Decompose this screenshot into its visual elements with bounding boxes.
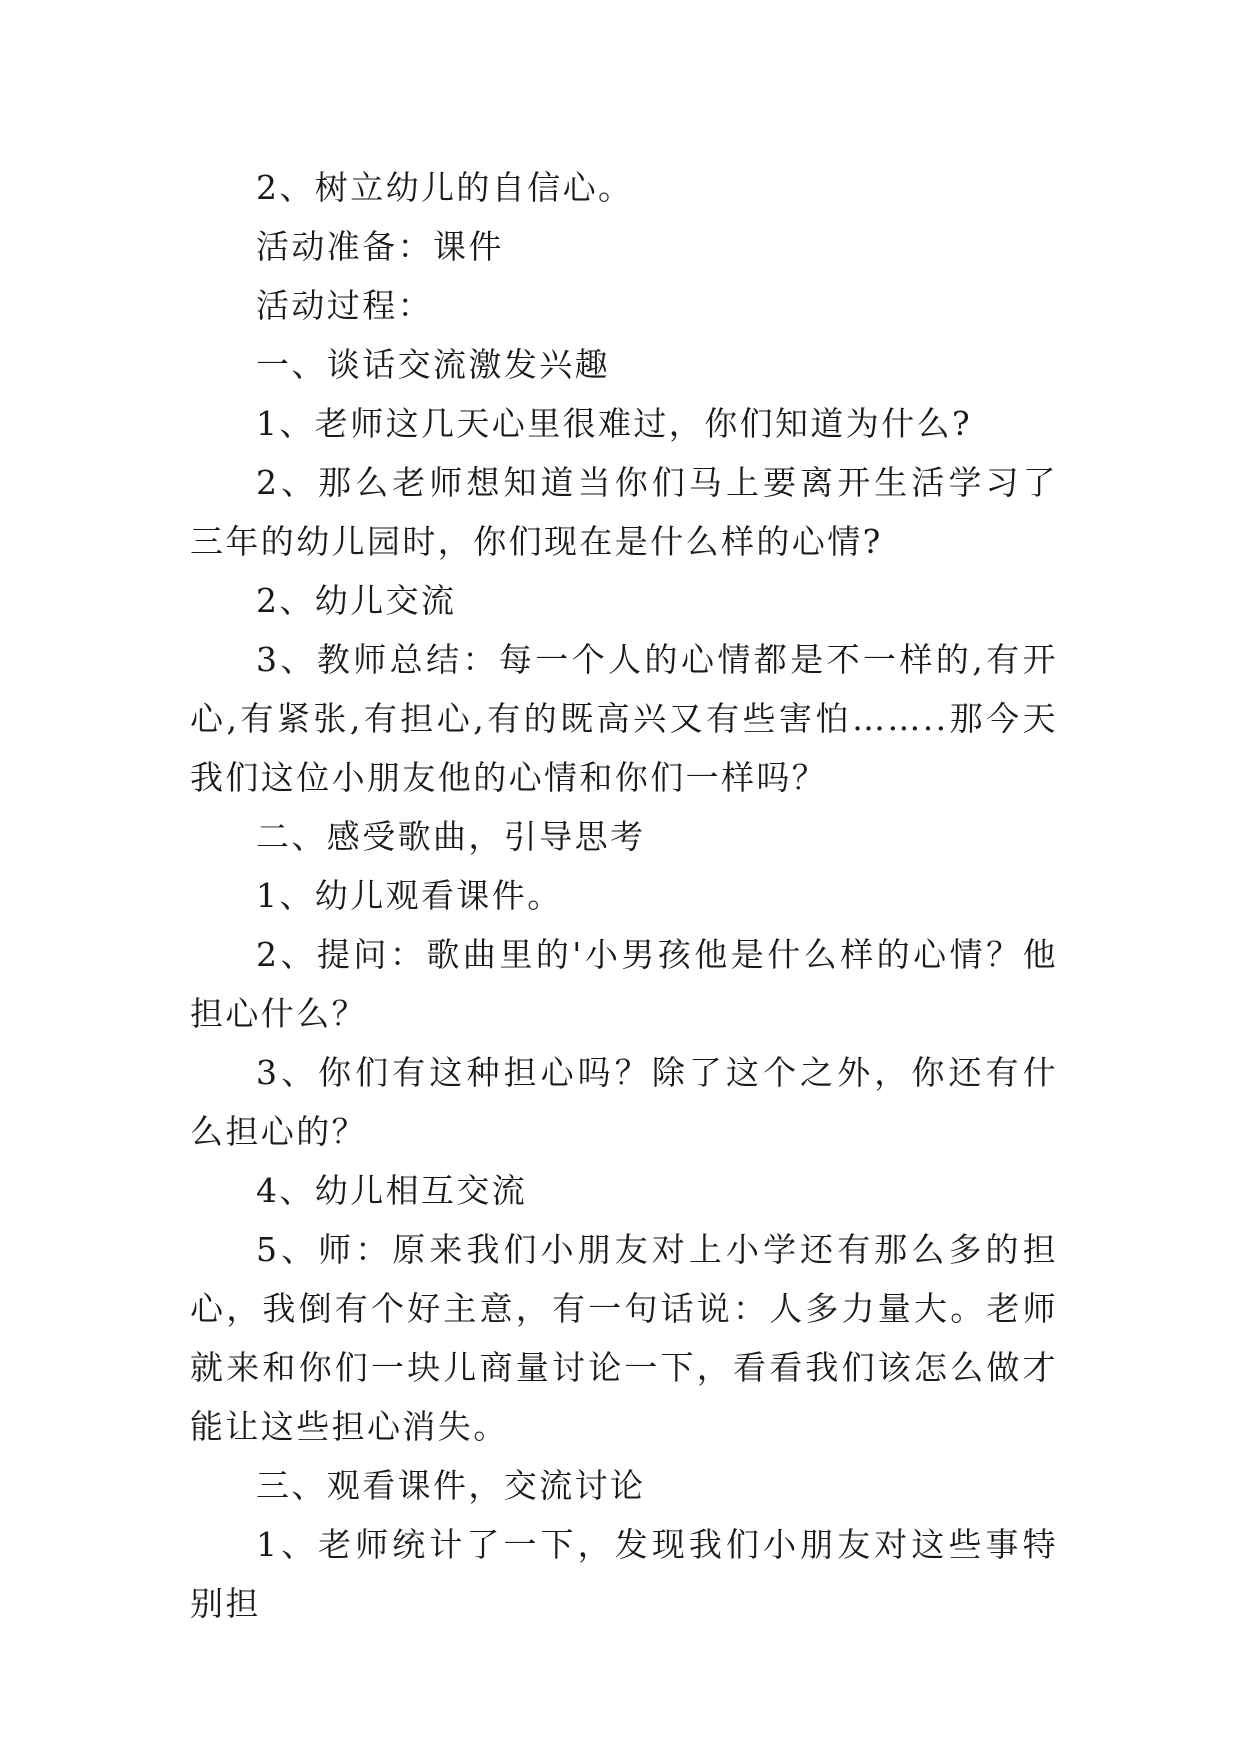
paragraph: 2、幼儿交流 bbox=[256, 581, 457, 620]
paragraph: 1、幼儿观看课件。 bbox=[256, 876, 563, 915]
document-body bbox=[190, 158, 1058, 1633]
paragraph: 1、老师统计了一下，发现我们小朋友对这些事特别担 bbox=[190, 1525, 1058, 1623]
paragraph: 活动准备：课件 bbox=[256, 227, 504, 266]
section-heading: 一、谈话交流激发兴趣 bbox=[256, 345, 610, 384]
paragraph: 5、师：原来我们小朋友对上小学还有那么多的担心，我倒有个好主意，有一句话说：人多力量大。老师就来和你们一块儿商量讨论一下，看看我们该怎么做才能让这些担心消失。 bbox=[190, 1230, 1058, 1446]
paragraph: 活动过程： bbox=[256, 286, 433, 325]
paragraph: 2、树立幼儿的自信心。 bbox=[256, 168, 634, 207]
section-heading: 二、感受歌曲，引导思考 bbox=[256, 817, 646, 856]
section-heading: 三、观看课件，交流讨论 bbox=[256, 1466, 646, 1505]
paragraph: 3、教师总结：每一个人的心情都是不一样的,有开心,有紧张,有担心,有的既高兴又有些害怕……..那今天我们这位小朋友他的心情和你们一样吗？ bbox=[190, 640, 1058, 797]
paragraph: 2、提问：歌曲里的'小男孩他是什么样的心情？他担心什么？ bbox=[190, 935, 1058, 1033]
paragraph: 4、幼儿相互交流 bbox=[256, 1171, 528, 1210]
paragraph: 1、老师这几天心里很难过，你们知道为什么? bbox=[256, 404, 973, 443]
paragraph: 2、那么老师想知道当你们马上要离开生活学习了三年的幼儿园时，你们现在是什么样的心情? bbox=[190, 463, 1058, 561]
paragraph: 3、你们有这种担心吗？除了这个之外，你还有什么担心的？ bbox=[190, 1053, 1058, 1151]
